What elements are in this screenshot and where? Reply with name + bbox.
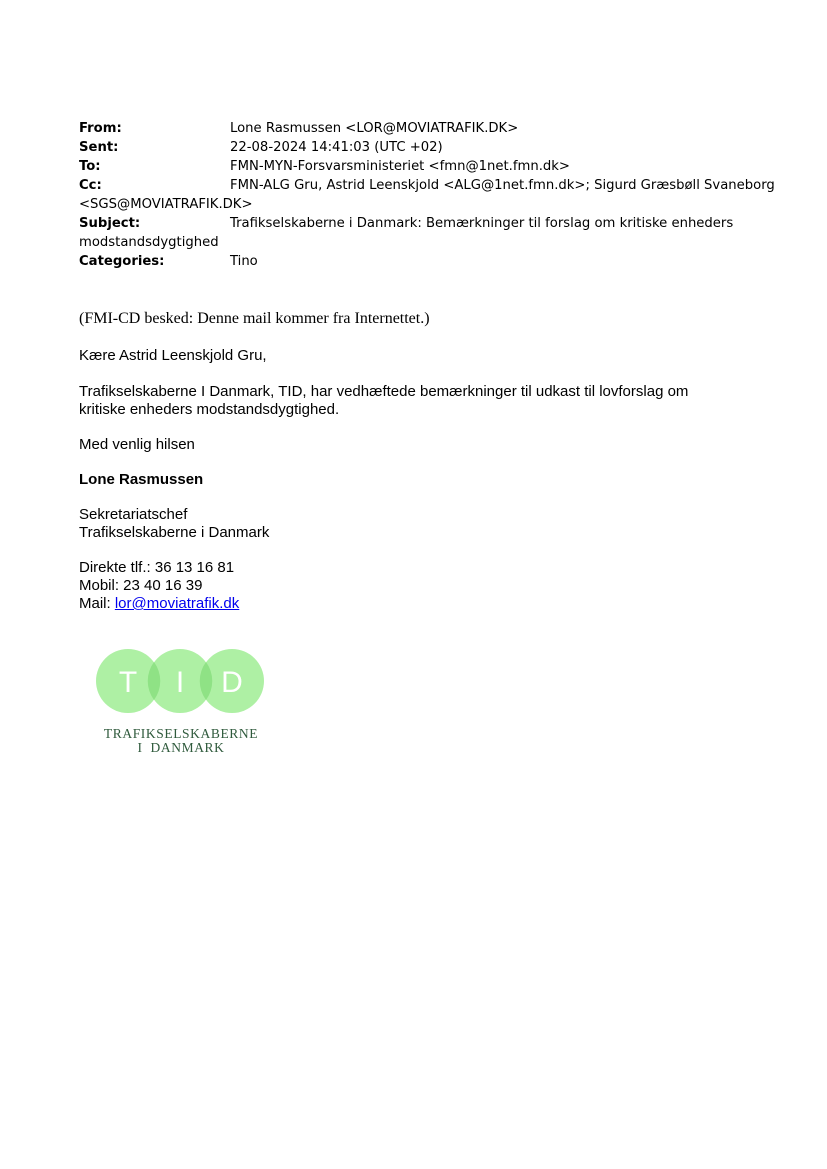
- mail-line: [79, 595, 239, 613]
- logo-text-line-2: I DANMARK: [137, 740, 225, 755]
- subject-label: Subject:: [79, 216, 141, 231]
- sent-value: 22-08-2024 14:41:03 (UTC +02): [230, 140, 443, 155]
- from-label: From:: [79, 121, 122, 136]
- body-paragraph: [79, 383, 688, 419]
- email-header: [79, 119, 775, 271]
- cc-continuation: <SGS@MOVIATRAFIK.DK>: [79, 197, 253, 212]
- subject-value: Trafikselskaberne i Danmark: Bemærkninger til forslag om kritiske enheders: [230, 216, 734, 231]
- categories-row: [79, 252, 759, 271]
- cc-row: [79, 176, 775, 195]
- paragraph-line-1: Trafikselskaberne I Danmark, TID, har vedhæftede bemærkninger til udkast til lovforslag om: [79, 383, 689, 400]
- signature-block: [79, 506, 269, 542]
- external-mail-notice: (FMI-CD besked: Denne mail kommer fra Internettet.): [79, 310, 430, 327]
- to-label: To:: [79, 159, 101, 174]
- subject-continuation: modstandsdygtighed: [79, 235, 219, 250]
- mail-link[interactable]: lor@moviatrafik.dk: [114, 595, 240, 612]
- phone-number: Direkte tlf.: 36 13 16 81: [79, 559, 235, 576]
- mail-label: Mail:: [79, 595, 115, 612]
- signature-organization: Trafikselskaberne i Danmark: [79, 524, 270, 541]
- contact-block: [79, 559, 239, 613]
- to-row: [79, 157, 759, 176]
- subject-row: [79, 214, 759, 233]
- greeting: Kære Astrid Leenskjold Gru,: [79, 347, 267, 364]
- cc-value: FMN-ALG Gru, Astrid Leenskjold <ALG@1net.fmn.dk>; Sigurd Græsbøll Svaneborg: [230, 178, 775, 193]
- mobile-number: Mobil: 23 40 16 39: [79, 577, 203, 594]
- paragraph-line-2: kritiske enheders modstandsdygtighed.: [79, 401, 340, 418]
- logo-letter-i: I: [175, 666, 185, 699]
- to-value: FMN-MYN-Forsvarsministeriet <fmn@1net.fmn.dk>: [230, 159, 570, 174]
- signature-title: Sekretariatschef: [79, 506, 188, 523]
- cc-label: Cc:: [79, 178, 102, 193]
- closing: Med venlig hilsen: [79, 436, 195, 453]
- from-row: [79, 119, 759, 138]
- tid-logo-graphic: [96, 648, 266, 758]
- categories-value: Tino: [230, 254, 258, 269]
- sent-row: [79, 138, 759, 157]
- tid-logo: [96, 648, 266, 758]
- sent-label: Sent:: [79, 140, 119, 155]
- logo-text-line-1: TRAFIKSELSKABERNE: [103, 726, 259, 741]
- from-value: Lone Rasmussen <LOR@MOVIATRAFIK.DK>: [230, 121, 519, 136]
- logo-letter-d: D: [221, 666, 243, 699]
- logo-letter-t: T: [118, 666, 138, 699]
- categories-label: Categories:: [79, 254, 165, 269]
- signature-name: Lone Rasmussen: [79, 471, 204, 488]
